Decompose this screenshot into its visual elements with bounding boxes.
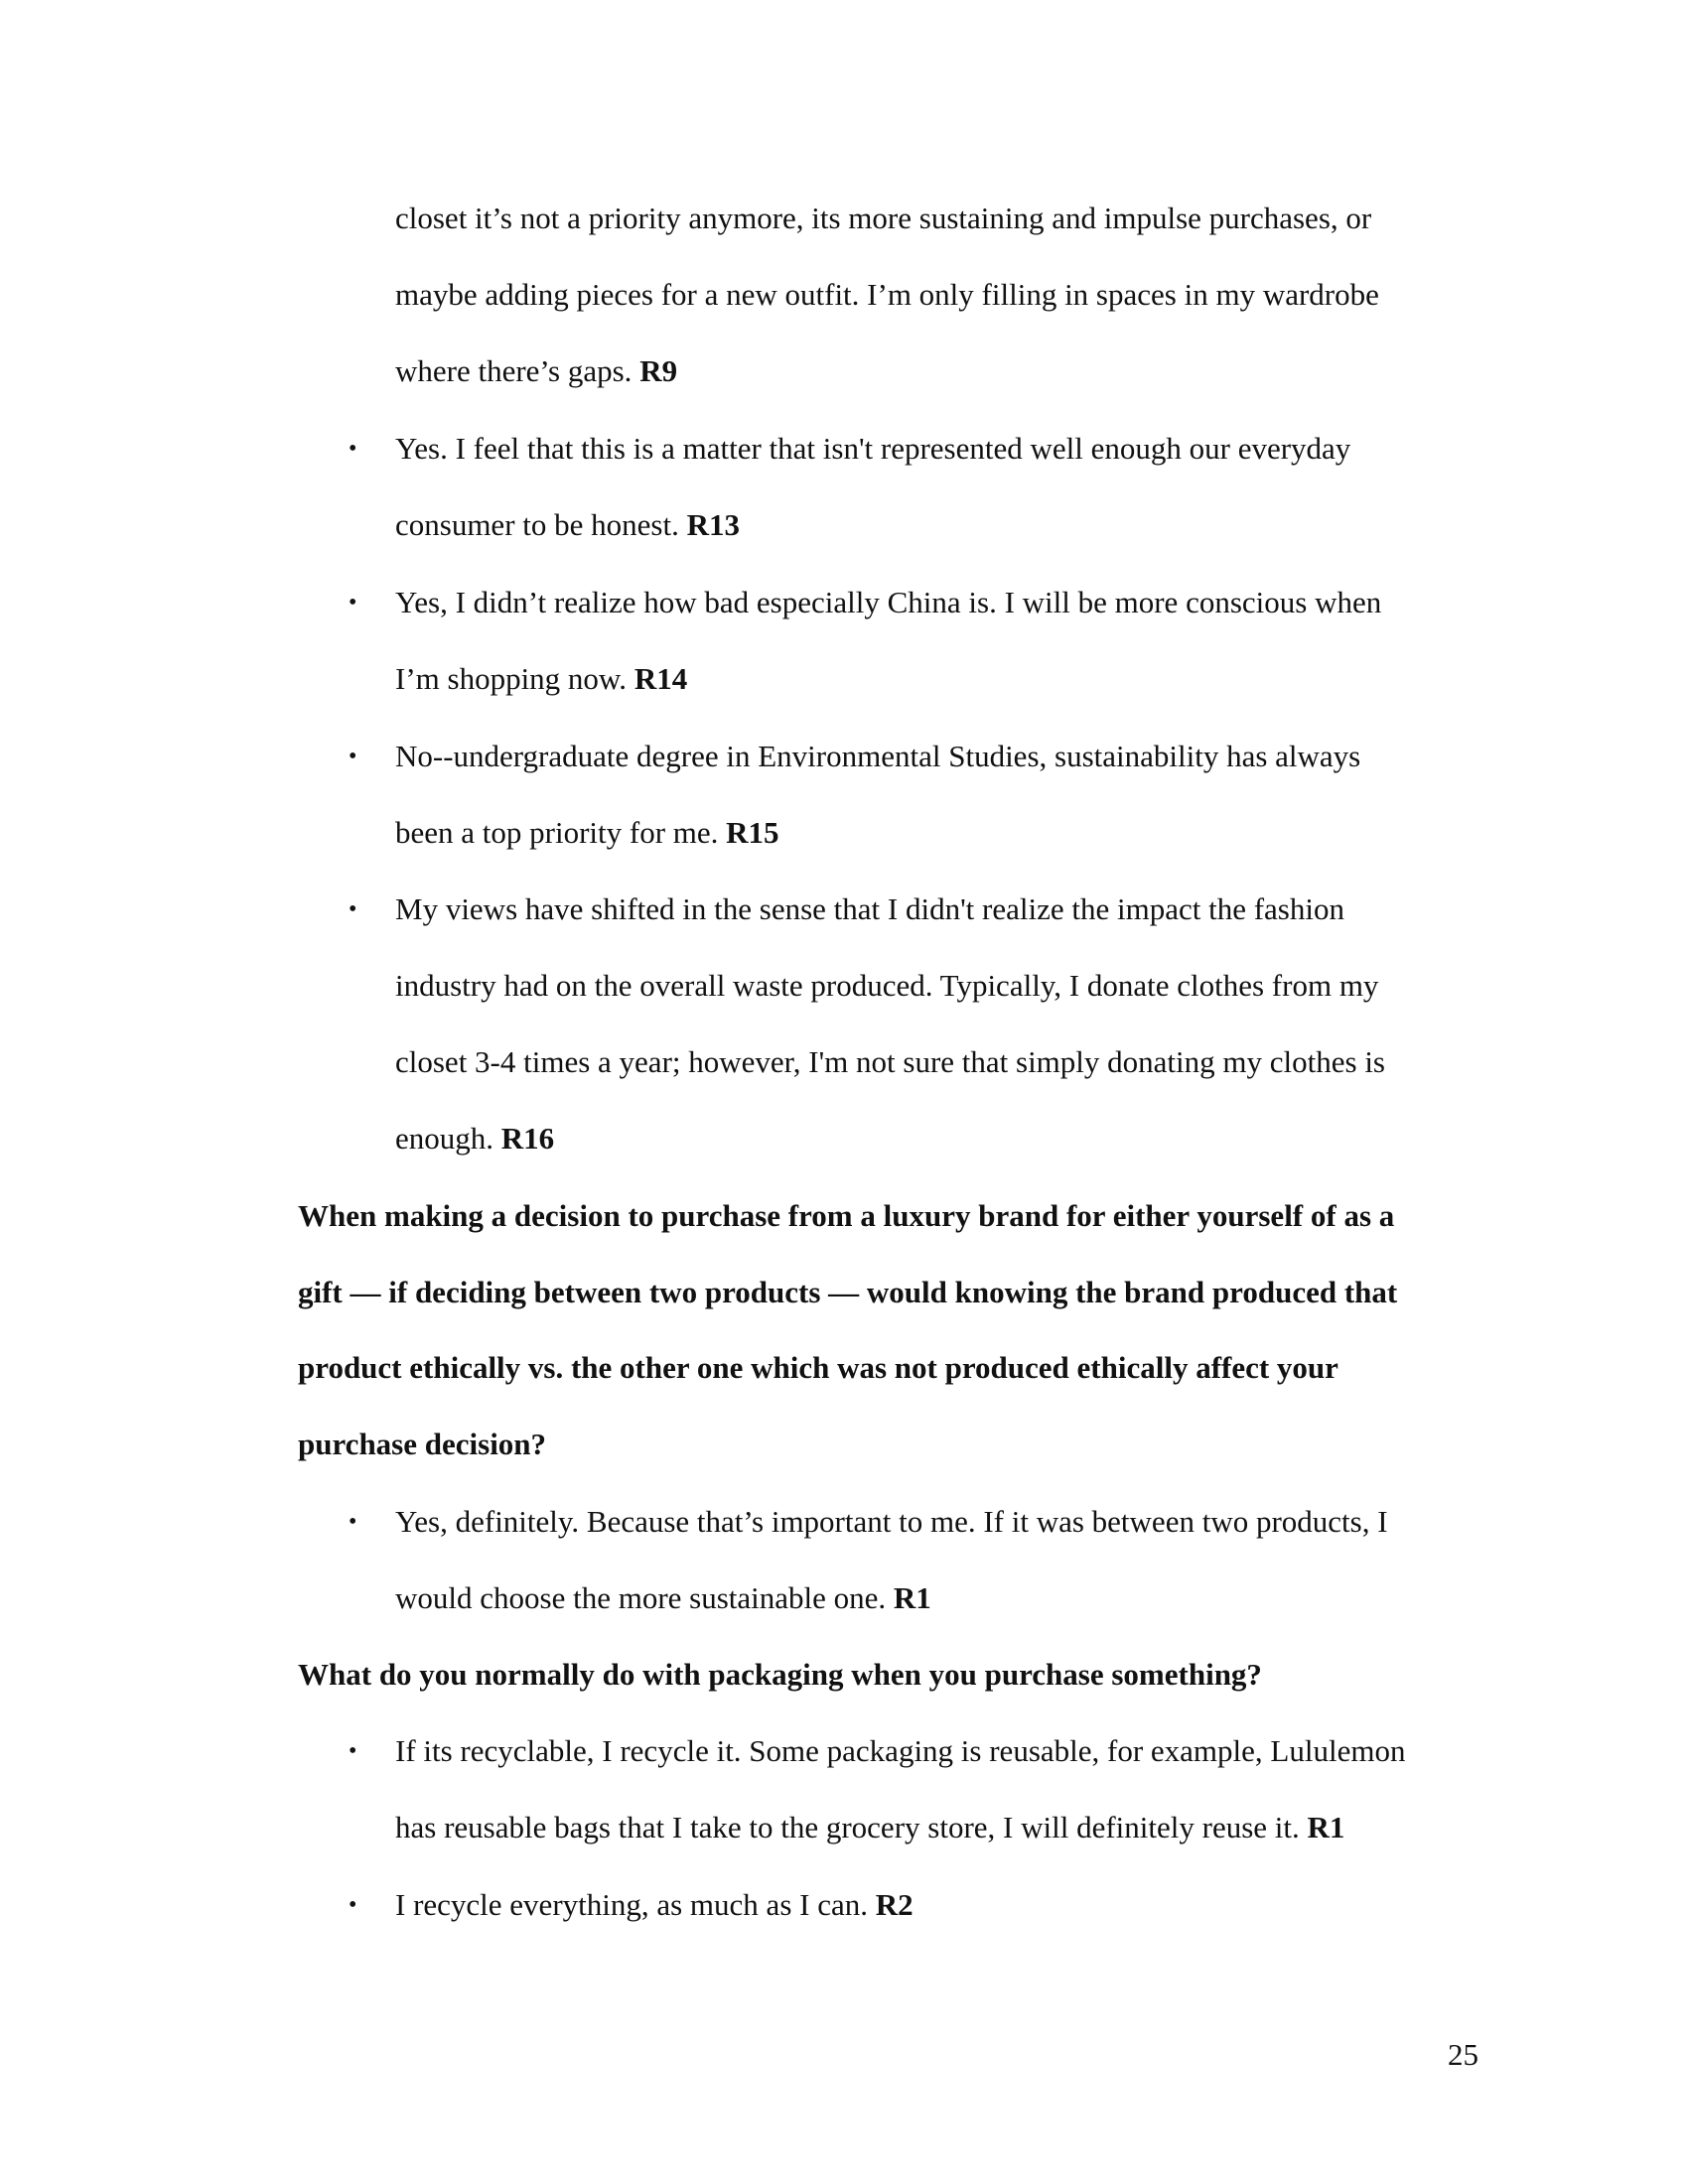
list-item-line: industry had on the overall waste produced. Typically, I donate clothes from my bbox=[395, 968, 1379, 1003]
respondent-ref: R14 bbox=[633, 661, 688, 696]
list-item-line: Yes. I feel that this is a matter that isn't represented well enough our everyday bbox=[395, 431, 1351, 466]
list-item-line: My views have shifted in the sense that I didn't realize the impact the fashion bbox=[395, 891, 1344, 926]
respondent-ref: R9 bbox=[639, 353, 678, 388]
list-item-line bbox=[395, 813, 779, 853]
paragraph-line: closet it’s not a priority anymore, its more sustaining and impulse purchases, or bbox=[395, 201, 1372, 235]
list-item-line: closet 3-4 times a year; however, I'm not sure that simply donating my clothes is bbox=[395, 1044, 1385, 1079]
list-item-line: If its recyclable, I recycle it. Some packaging is reusable, for example, Lululemon bbox=[395, 1733, 1406, 1768]
page-number: 25 bbox=[1448, 2037, 1478, 2072]
list-item-line: Yes, definitely. Because that’s important to me. If it was between two products, I bbox=[395, 1504, 1388, 1539]
respondent-ref: R1 bbox=[1307, 1810, 1345, 1844]
question-heading-line: purchase decision? bbox=[298, 1427, 547, 1461]
response-text: would choose the more sustainable one. bbox=[395, 1580, 894, 1615]
list-item-line: No--undergraduate degree in Environmental Studies, sustainability has always bbox=[395, 739, 1361, 773]
list-item-line bbox=[395, 1885, 914, 1925]
response-text: consumer to be honest. bbox=[395, 507, 687, 542]
bullet-icon: • bbox=[349, 1892, 357, 1918]
question-heading-line: What do you normally do with packaging when you purchase something? bbox=[298, 1657, 1262, 1692]
bullet-icon: • bbox=[349, 436, 357, 462]
list-item-line bbox=[395, 1119, 554, 1159]
response-text: I’m shopping now. bbox=[395, 661, 634, 696]
bullet-icon: • bbox=[349, 1509, 357, 1535]
list-item-line bbox=[395, 659, 687, 699]
respondent-ref: R15 bbox=[726, 815, 779, 850]
bullet-icon: • bbox=[349, 744, 357, 769]
respondent-ref: R13 bbox=[686, 507, 740, 542]
paragraph-line: maybe adding pieces for a new outfit. I’m only filling in spaces in my wardrobe bbox=[395, 277, 1379, 312]
response-text: has reusable bags that I take to the grocery store, I will definitely reuse it. bbox=[395, 1810, 1308, 1844]
question-heading-line: When making a decision to purchase from a luxury brand for either yourself of as a bbox=[298, 1198, 1395, 1233]
response-text: enough. bbox=[395, 1121, 501, 1156]
list-item-line bbox=[395, 505, 740, 545]
response-text: I recycle everything, as much as I can. bbox=[395, 1887, 876, 1922]
list-item-line bbox=[395, 1808, 1344, 1847]
response-text: been a top priority for me. bbox=[395, 815, 727, 850]
response-text: where there’s gaps. bbox=[395, 353, 640, 388]
respondent-ref: R1 bbox=[893, 1580, 931, 1615]
bullet-icon: • bbox=[349, 1738, 357, 1764]
respondent-ref: R16 bbox=[500, 1121, 555, 1156]
question-heading-line: product ethically vs. the other one which was not produced ethically affect your bbox=[298, 1350, 1338, 1385]
question-heading-line: gift — if deciding between two products — would knowing the brand produced that bbox=[298, 1275, 1398, 1309]
list-item-line: Yes, I didn’t realize how bad especially China is. I will be more conscious when bbox=[395, 585, 1382, 619]
respondent-ref: R2 bbox=[875, 1887, 914, 1922]
bullet-icon: • bbox=[349, 590, 357, 615]
paragraph-line bbox=[395, 351, 677, 391]
list-item-line bbox=[395, 1578, 931, 1618]
bullet-icon: • bbox=[349, 896, 357, 922]
